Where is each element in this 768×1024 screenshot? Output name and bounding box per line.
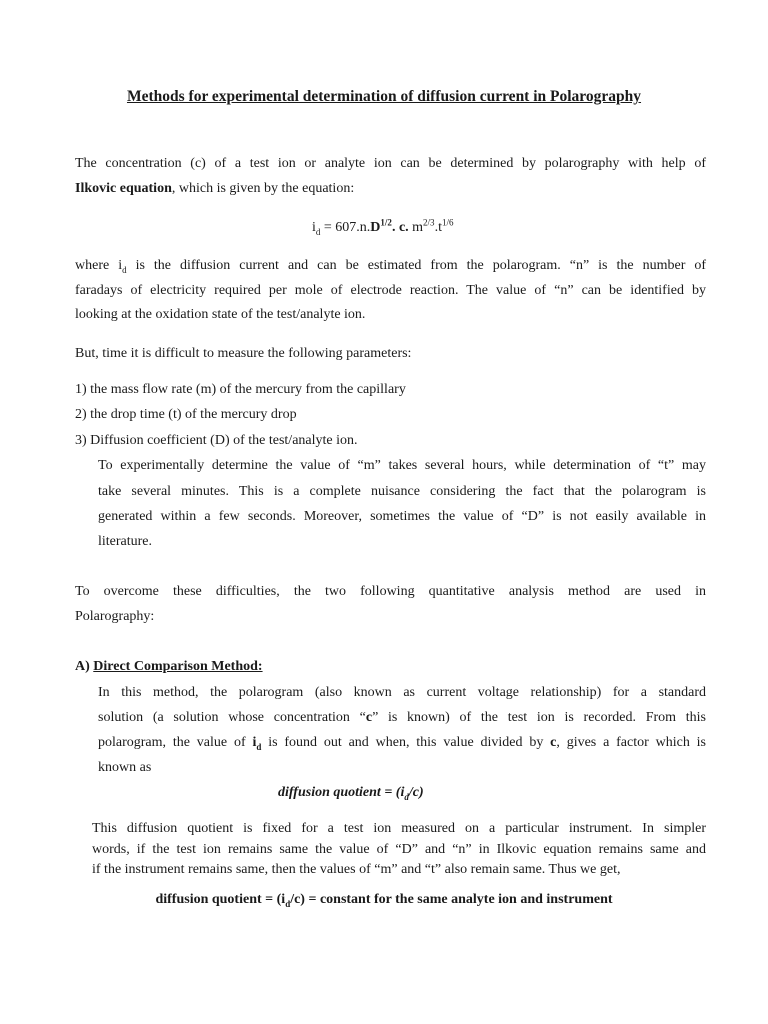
section-a-heading (75, 657, 263, 677)
ilkovic-label: Ilkovic equation (75, 181, 172, 196)
list-item: 2) the drop time (t) of the mercury drop (75, 407, 297, 422)
where-line-2: faradays of electricity required per mole of electrode reaction. The value of “n” can be identified by (75, 283, 706, 298)
diffusion-quotient-formula: diffusion quotient = $(i_d/c)$ (278, 785, 424, 802)
method-line-2: solution (a solution whose concentration “c” is known) of the test ion is recorded. From this (98, 710, 706, 725)
exp-line-3: generated within a few seconds. Moreover, sometimes the value of “D” is not easily available in (98, 509, 706, 524)
where-line-1: where $i_d$ is the diffusion current and can be estimated from the polarogram. “n” is the number of (75, 258, 707, 275)
section-a-title: Direct Comparison Method: (93, 659, 263, 674)
but-line: But, time it is difficult to measure the following parameters: (75, 346, 412, 361)
page-title: Methods for experimental determination of diffusion current in Polarography (126, 88, 642, 105)
method-line-1: In this method, the polarogram (also known as current voltage relationship) for a standard (98, 685, 706, 700)
section-a-prefix: A) (75, 659, 90, 674)
method-line-3: polarogram, the value of $i_d$ is found out and when, this value divided by c, gives a factor which is (98, 735, 706, 752)
where-line-3: looking at the oxidation state of the test/analyte ion. (75, 307, 366, 322)
exp-line-4: literature. (98, 534, 153, 549)
list-item: 1) the mass flow rate (m) of the mercury from the capillary (75, 382, 406, 397)
intro-line-1: The concentration (c) of a test ion or analyte ion can be determined by polarography with help of (75, 156, 706, 171)
method-line-4: known as (98, 760, 152, 775)
list-item: 3) Diffusion coefficient (D) of the test/analyte ion. (75, 433, 358, 448)
dq-line-2: words, if the test ion remains same the value of “D” and “n” in Ilkovic equation remains same and (92, 842, 706, 857)
overcome-line-2: Polarography: (75, 609, 155, 624)
exp-line-2: take several minutes. This is a complete nuisance considering the fact that the polarogram is (98, 484, 706, 499)
ilkovic-equation: $i_d = 607.n.D^{1/2}$. c. $m^{2/3}.t^{1/6}$ (312, 217, 454, 237)
final-formula: diffusion quotient = $(i_d/c)$ = constant for the same analyte ion and instrument (155, 892, 613, 909)
intro-line-2: Ilkovic equation, which is given by the equation: (75, 181, 355, 196)
dq-line-3: if the instrument remains same, then the values of “m” and “t” also remain same. Thus we get, (92, 862, 621, 877)
exp-line-1: To experimentally determine the value of “m” takes several hours, while determination of “t” may (98, 458, 706, 473)
overcome-line-1: To overcome these difficulties, the two following quantitative analysis method are used in (75, 584, 706, 599)
dq-line-1: This diffusion quotient is fixed for a test ion measured on a particular instrument. In simpler (92, 821, 706, 836)
